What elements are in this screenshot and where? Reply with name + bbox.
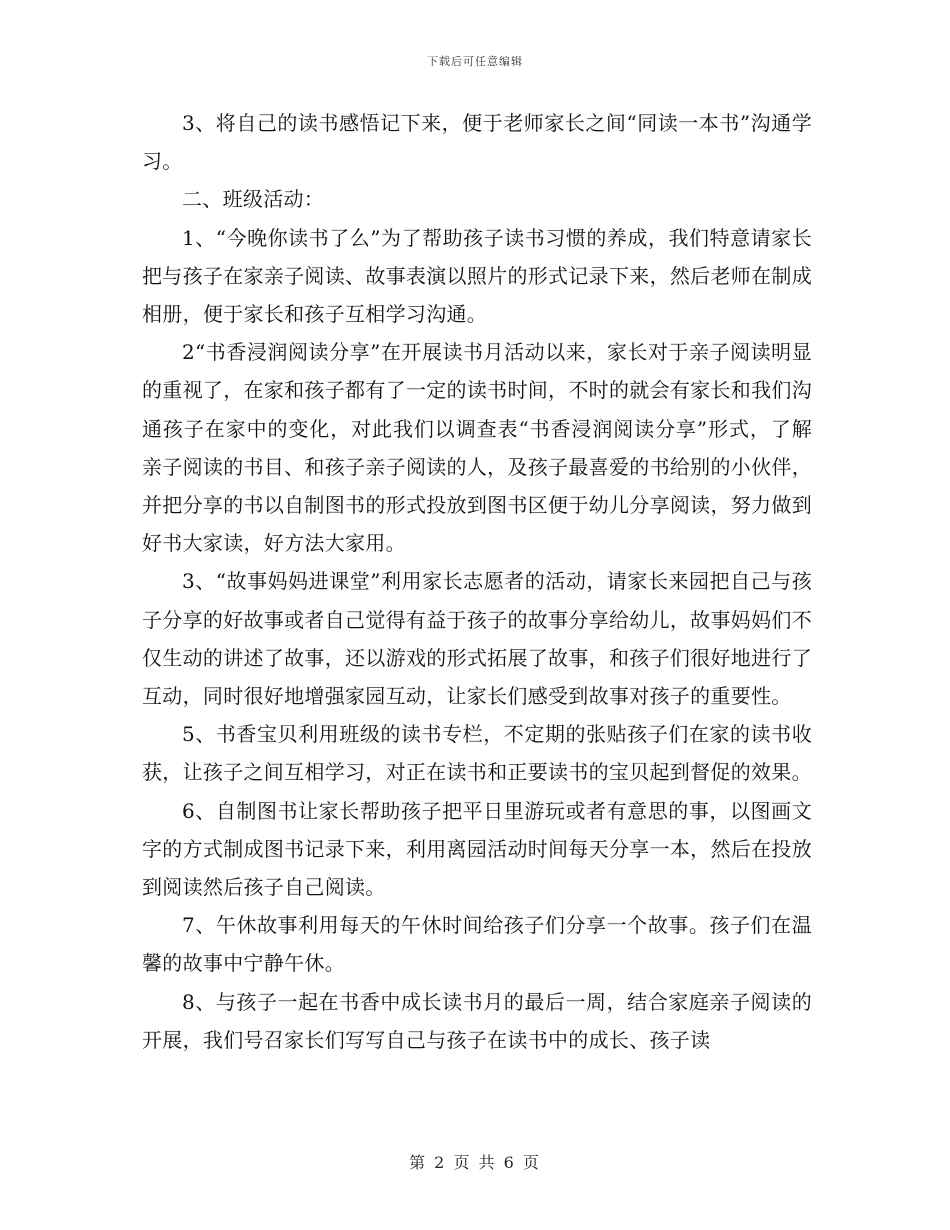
- paragraph-activity-6: 6、自制图书让家长帮助孩子把平日里游玩或者有意思的事，以图画文字的方式制成图书记录下来，利用离园活动时间每天分享一本，然后在投放到阅读然后孩子自己阅读。: [142, 798, 812, 900]
- page-header: 下载后可任意编辑: [427, 55, 523, 68]
- paragraph-activity-3: 3、“故事妈妈进课堂”利用家长志愿者的活动，请家长来园把自己与孩子分享的好故事或者自己觉得有益于孩子的故事分享给幼儿，故事妈妈们不仅生动的讲述了故事，还以游戏的形式拓展了故事，和孩子们很好地进行了互动，同时很好地增强家园互动，让家长们感受到故事对孩子的重要性。: [142, 569, 812, 709]
- paragraph-activity-2: 2“书香浸润阅读分享”在开展读书月活动以来，家长对于亲子阅读明显的重视了，在家和孩子都有了一定的读书时间，不时的就会有家长和我们沟通孩子在家中的变化，对此我们以调查表“书香浸润阅读分享”形式，了解亲子阅读的书目、和孩子亲子阅读的人，及孩子最喜爱的书给别的小伙伴，并把分享的书以自制图书的形式投放到图书区便于幼儿分享阅读，努力做到好书大家读，好方法大家用。: [142, 340, 812, 556]
- paragraph-activity-8: 8、与孩子一起在书香中成长读书月的最后一周，结合家庭亲子阅读的开展，我们号召家长们写写自己与孩子在读书中的成长、孩子读: [142, 989, 812, 1052]
- paragraph-activity-7: 7、午休故事利用每天的午休时间给孩子们分享一个故事。孩子们在温馨的故事中宁静午休。: [142, 913, 812, 976]
- paragraph-activity-1: 1、“今晚你读书了么”为了帮助孩子读书习惯的养成，我们特意请家长把与孩子在家亲子阅读、故事表演以照片的形式记录下来，然后老师在制成相册，便于家长和孩子互相学习沟通。: [142, 225, 812, 327]
- page-number-footer: 第 2 页 共 6 页: [409, 1153, 541, 1172]
- document-body: [142, 104, 812, 1059]
- section-heading-class-activities: 二、班级活动：: [182, 187, 325, 212]
- paragraph-reading-notes: 3、将自己的读书感悟记下来，便于老师家长之间“同读一本书”沟通学习。: [142, 111, 812, 174]
- paragraph-activity-5: 5、书香宝贝利用班级的读书专栏，不定期的张贴孩子们在家的读书收获，让孩子之间互相学习，对正在读书和正要读书的宝贝起到督促的效果。: [142, 722, 812, 785]
